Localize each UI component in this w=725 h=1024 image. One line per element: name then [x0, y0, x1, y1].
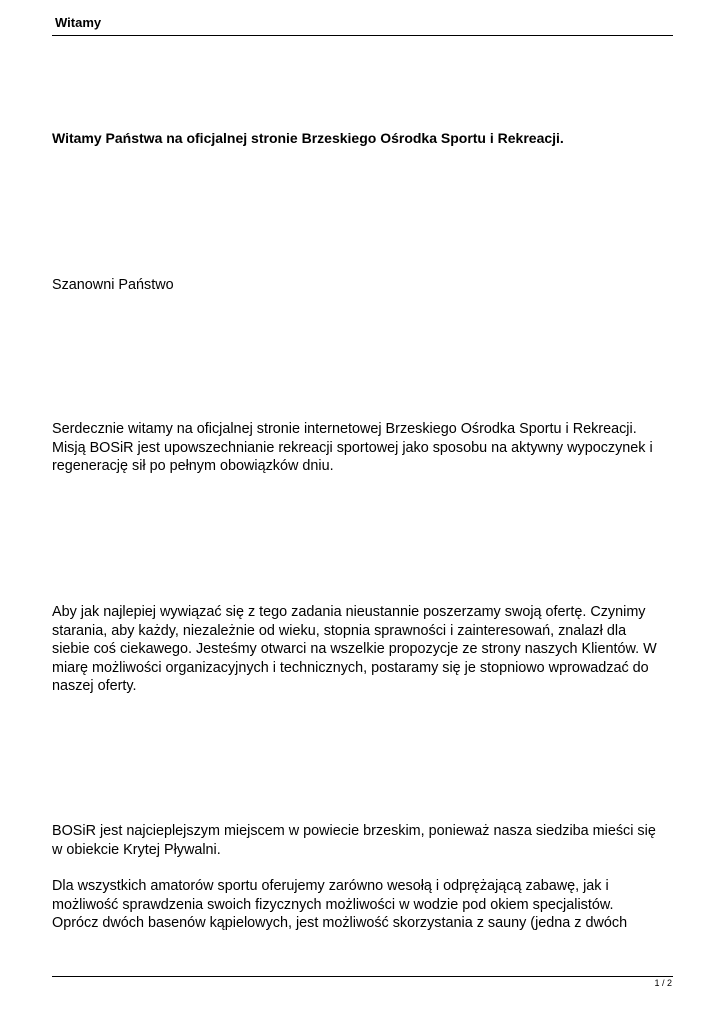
- article-heading: Witamy Państwa na oficjalnej stronie Brzeskiego Ośrodka Sportu i Rekreacji.: [52, 130, 564, 146]
- page-number: 1 / 2: [654, 978, 672, 988]
- paragraph-welcome: Serdecznie witamy na oficjalnej stronie internetowej Brzeskiego Ośrodka Sportu i Rekreacji. Misją BOSiR jest upowszechnianie rekreacji sportowej jako sposobu na aktywny wypoczynek i regenerację sił po pełnym obowiązków dniu.: [52, 421, 653, 474]
- paragraph-location: BOSiR jest najcieplejszym miejscem w powiecie brzeskim, ponieważ nasza siedziba mieści się w obiekcie Krytej Pływalni.: [52, 823, 656, 858]
- paragraph-amenities: Dla wszystkich amatorów sportu oferujemy zarówno wesołą i odprężającą zabawę, jak i możliwość sprawdzenia swoich fizycznych możliwości w wodzie pod okiem specjalistów. Oprócz dwóch basenów kąpielowych, jest możliwość skorzystania z sauny (jedna z dwóch: [52, 878, 628, 931]
- header-divider: [52, 35, 673, 36]
- page-header-title: Witamy: [55, 15, 102, 30]
- footer-divider: [52, 976, 673, 977]
- paragraph-greeting: Szanowni Państwo: [52, 277, 174, 293]
- paragraph-offer: Aby jak najlepiej wywiązać się z tego zadania nieustannie poszerzamy swoją ofertę. Czynimy starania, aby każdy, niezależnie od wieku, stopnia sprawności i zainteresowań, znalazł dla siebie coś ciekawego. Jesteśmy otwarci na wszelkie propozycje ze strony naszych Klientów. W miarę możliwości organizacyjnych i technicznych, postaramy się je stopniowo wprowadzać do naszej oferty.: [52, 604, 657, 694]
